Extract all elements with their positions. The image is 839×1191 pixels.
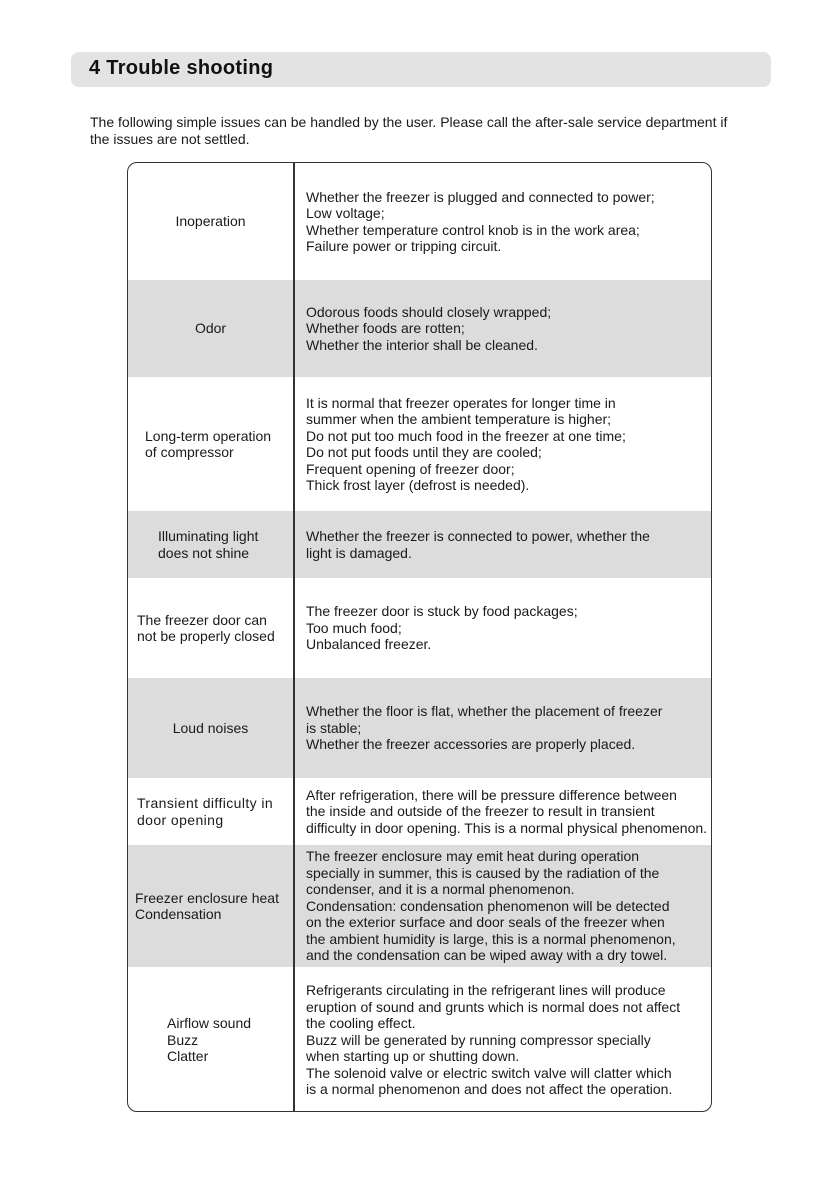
issue-cell: The freezer door can not be properly closed — [137, 611, 275, 644]
issue-cell: Loud noises — [172, 719, 249, 736]
troubleshooting-table — [127, 162, 712, 1112]
issue-cell: Illuminating light does not shine — [158, 528, 259, 561]
issue-cell: Long-term operation of compressor — [145, 427, 272, 460]
solution-cell: Odorous foods should closely wrapped; Whether foods are rotten; Whether the interior shall be cleaned. — [306, 303, 552, 353]
section-title: 4 Trouble shooting — [89, 57, 274, 79]
table-row — [128, 845, 711, 967]
section-header — [71, 52, 771, 87]
issue-cell: Inoperation — [175, 213, 246, 230]
table-row — [128, 678, 711, 778]
solution-cell: Refrigerants circulating in the refrigerant lines will produce eruption of sound and grunts which is normal does not affect the cooling effect. Buzz will be generated by running compressor specially when starting up or shutting down. The solenoid valve or electric switch valve will clatter which is a normal phenomenon and does not affect the operation. — [306, 982, 681, 1098]
column-divider — [293, 163, 295, 1111]
issue-cell: Airflow sound Buzz Clatter — [167, 1015, 252, 1065]
issue-cell: Odor — [194, 320, 227, 337]
table-row — [128, 280, 711, 377]
table-row — [128, 578, 711, 678]
issue-cell: Freezer enclosure heat Condensation — [135, 889, 279, 922]
solution-cell: Whether the freezer is plugged and connected to power; Low voltage; Whether temperature control knob is in the work area; Failure power or tripping circuit. — [306, 188, 655, 254]
solution-cell: The freezer door is stuck by food packages; Too much food; Unbalanced freezer. — [306, 603, 578, 653]
table-row — [128, 778, 711, 845]
table-row — [128, 377, 711, 511]
solution-cell: The freezer enclosure may emit heat during operation specially in summer, this is caused by the radiation of the condenser, and it is a normal phenomenon. Condensation: condensation phenomenon will be detected on the exterior surface and door seals of the freezer when the ambient humidity is large, this is a normal phenomenon, and the condensation can be wiped away with a dry towel. — [306, 848, 676, 964]
issue-cell: Transient difficulty in door opening — [137, 795, 274, 828]
intro-paragraph: The following simple issues can be handled by the user. Please call the after-sale service department if the issues are not settled. — [90, 114, 728, 147]
solution-cell: It is normal that freezer operates for longer time in summer when the ambient temperature is higher; Do not put too much food in the freezer at one time; Do not put foods until they are cooled; Frequent opening of freezer door; Thick frost layer (defrost is needed). — [306, 394, 626, 493]
table-row — [128, 163, 711, 280]
solution-cell: Whether the floor is flat, whether the placement of freezer is stable; Whether the freezer accessories are properly placed. — [306, 703, 663, 753]
table-row — [128, 511, 711, 578]
solution-cell: After refrigeration, there will be pressure difference between the inside and outside of the freezer to result in transient difficulty in door opening. This is a normal physical phenomenon. — [306, 786, 708, 836]
solution-cell: Whether the freezer is connected to power, whether the light is damaged. — [306, 528, 650, 561]
table-row — [128, 967, 711, 1112]
